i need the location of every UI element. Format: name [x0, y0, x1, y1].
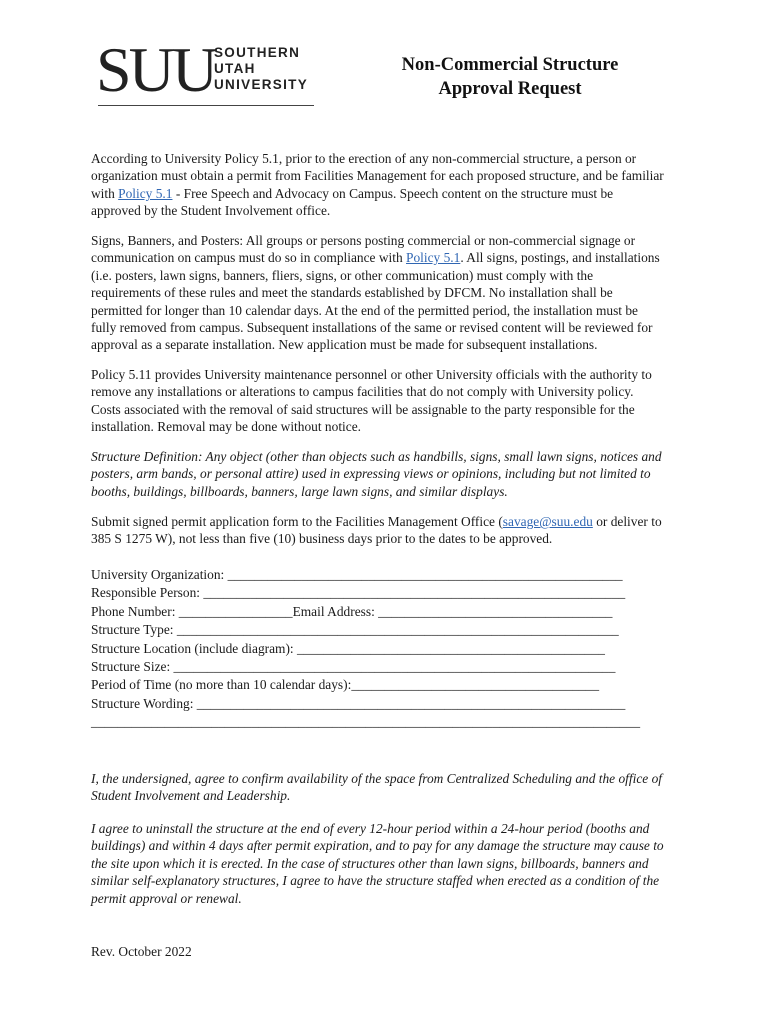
logo-initials: SUU [96, 34, 216, 105]
email-link[interactable]: savage@suu.edu [502, 514, 593, 529]
submit-paragraph [91, 513, 666, 548]
signs-text-before: Signs, Banners, and Posters: All groups or persons posting commercial or non-commercial signage or communication on campus must do so in compliance with [91, 233, 636, 266]
field-structure-wording-continued[interactable]: __________________________________________________________________________________ [91, 714, 641, 730]
suu-logo [96, 34, 320, 108]
page-title [372, 53, 648, 101]
logo-underline [98, 105, 314, 106]
agreement-scheduling: I, the undersigned, agree to confirm availability of the space from Centralized Scheduling and the office of Student Involvement and Leadership. [91, 771, 662, 804]
title-line-1: Non-Commercial Structure [401, 55, 619, 75]
signs-text-after: . All signs, postings, and installations (i.e. posters, lawn signs, banners, fliers, signs, or other communication) must comply with the requirements of these rules and meet the standards established by DFCM. No installation shall be permitted for longer than 10 calendar days. At the end of the permitted period, the installation must be fully removed from campus. Subsequent installations of the same or revised content will be reviewed for approval as a separate installation. New application must be made for subsequent installations. [91, 250, 660, 353]
signs-paragraph [91, 232, 666, 354]
logo-wordmark [214, 45, 308, 93]
policy-5-11-paragraph: Policy 5.11 provides University maintenance personnel or other University officials with the authority to remove any installations or alterations to campus facilities that do not comply with University policy. Costs associated with the removal of said structures will be assignable to the party responsible for the installation. Removal may be done without notice. [91, 367, 652, 435]
field-structure-type[interactable]: Structure Type: __________________________________________________________________ [91, 622, 619, 638]
field-structure-location[interactable]: Structure Location (include diagram): ______________________________________________ [91, 640, 605, 656]
revision-date: Rev. October 2022 [91, 944, 192, 959]
submit-text-before: Submit signed permit application form to the Facilities Management Office ( [91, 514, 503, 529]
field-university-organization[interactable]: University Organization: ___________________________________________________________ [91, 567, 623, 582]
intro-text-before: According to University Policy 5.1, prior to the erection of any non-commercial structure, a person or organization must obtain a permit from Facilities Management for each proposed structure, and be familiar with [91, 151, 664, 201]
submit-text-after: or deliver to 385 S 1275 W), not less than five (10) business days prior to the dates to be approved. [91, 514, 662, 547]
field-responsible-person[interactable]: Responsible Person: _______________________________________________________________ [91, 585, 626, 601]
intro-text-after: - Free Speech and Advocacy on Campus. Speech content on the structure must be approved by the Student Involvement office. [91, 185, 614, 219]
logo-line-university: UNIVERSITY [214, 77, 309, 92]
logo-line-utah: UTAH [214, 61, 256, 76]
field-structure-size[interactable]: Structure Size: __________________________________________________________________ [91, 659, 616, 675]
intro-paragraph [91, 150, 666, 220]
form-fields [91, 566, 691, 732]
field-period-of-time[interactable]: Period of Time (no more than 10 calendar days):_____________________________________ [91, 677, 600, 693]
policy-5-1-link[interactable]: Policy 5.1 [118, 185, 173, 201]
structure-definition: Structure Definition: Any object (other than objects such as handbills, signs, small lawn signs, notices and posters, arm bands, or personal attire) used in expressing views or opinions, including but not limited to booths, buildings, billboards, banners, large lawn signs, and similar displays. [91, 449, 662, 499]
agreement-uninstall: I agree to uninstall the structure at the end of every 12-hour period within a 24-hour period (booths and buildings) and within 4 days after permit expiration, and to pay for any damage the structure may cause to the site upon which it is erected. In the case of structures other than lawn signs, billboards, banners and similar self-explanatory structures, I agree to have the structure staffed when erected as a condition of the permit approval or renewal. [91, 821, 664, 906]
policy-5-1-link-2[interactable]: Policy 5.1 [406, 250, 461, 266]
logo-line-southern: SOUTHERN [214, 45, 301, 60]
field-phone-email[interactable]: Phone Number: _________________Email Address: ___________________________________ [91, 603, 613, 619]
title-line-2: Approval Request [438, 79, 582, 99]
field-structure-wording[interactable]: Structure Wording: ________________________________________________________________ [91, 695, 626, 711]
